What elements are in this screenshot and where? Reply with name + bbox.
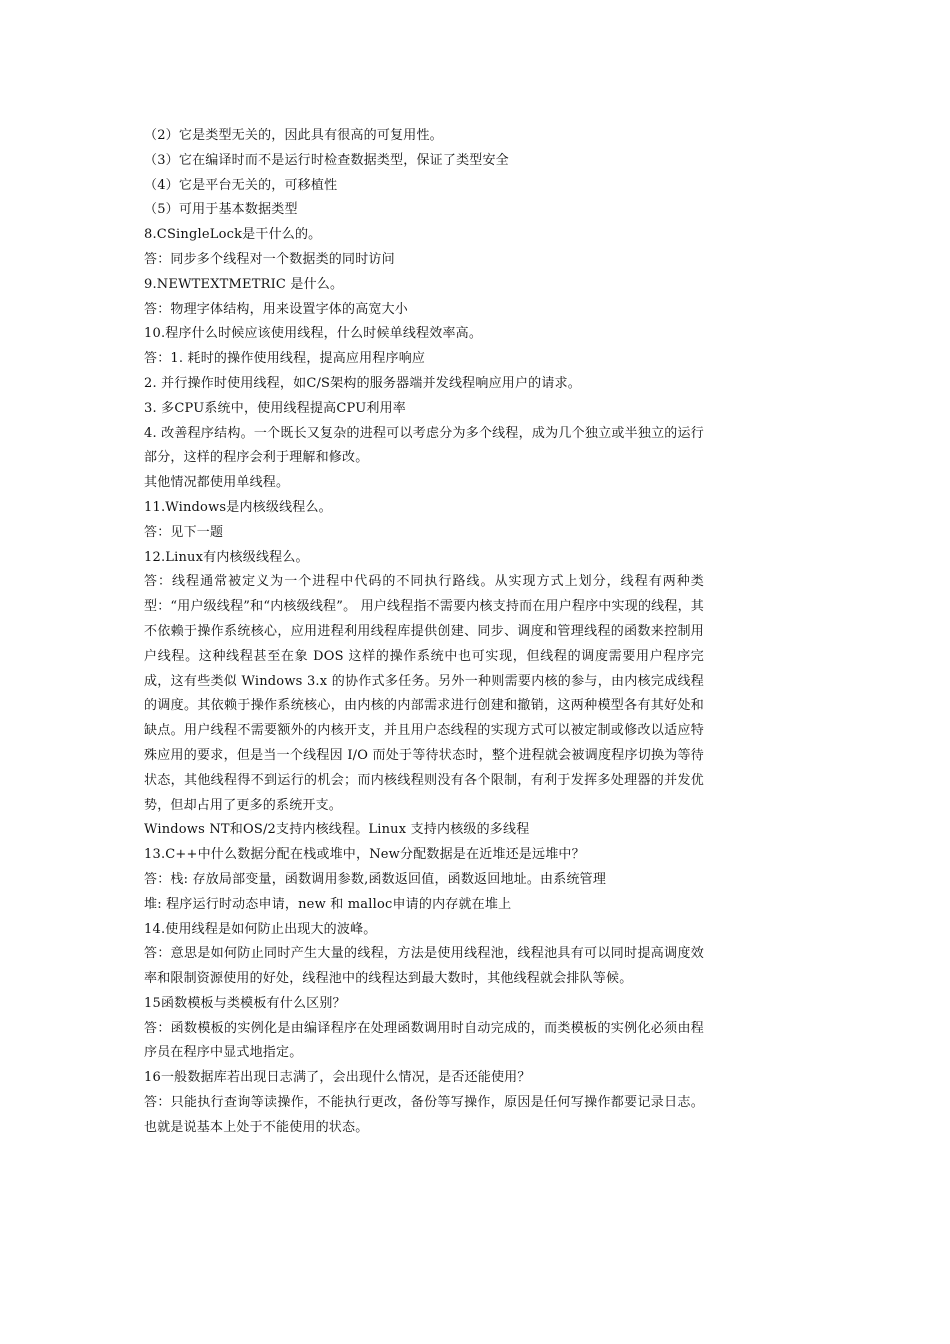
text-line-platform-independent: （4）它是平台无关的，可移植性	[144, 177, 338, 193]
question-11: 11.Windows是内核级线程么。	[144, 499, 332, 515]
answer-15: 答：函数模板的实例化是由编译程序在处理函数调用时自动完成的，而类模板的实例化必须由程序员在程序中显式地指定。	[144, 1020, 704, 1061]
question-10: 10.程序什么时候应该使用线程，什么时候单线程效率高。	[144, 326, 483, 342]
text-line-type-safety: （3）它在编译时而不是运行时检查数据类型，保证了类型安全	[144, 152, 509, 168]
question-12: 12.Linux有内核级线程么。	[144, 549, 309, 565]
question-8: 8.CSingleLock是干什么的。	[144, 227, 322, 243]
text-line-generic-reuse: （2）它是类型无关的，因此具有很高的可复用性。	[144, 128, 443, 143]
answer-10-item-4: 4. 改善程序结构。一个既长又复杂的进程可以考虑分为多个线程，成为几个独立或半独立的运行部分，这样的程序会利于理解和修改。	[144, 425, 704, 466]
question-13: 13.C++中什么数据分配在栈或堆中，New分配数据是在近堆还是远堆中？	[144, 847, 585, 863]
answer-10-item-1: 答：1. 耗时的操作使用线程，提高应用程序响应	[144, 351, 426, 367]
answer-10-item-3: 3. 多CPU系统中，使用线程提高CPU利用率	[144, 400, 406, 416]
question-16: 16一般数据库若出现日志满了，会出现什么情况，是否还能使用？	[144, 1070, 531, 1086]
document-page	[144, 124, 704, 1141]
answer-13-heap: 堆: 程序运行时动态申请，new 和 malloc申请的内存就在堆上	[144, 896, 512, 912]
question-15: 15函数模板与类模板有什么区别？	[144, 995, 346, 1011]
question-9: 9.NEWTEXTMETRIC 是什么。	[144, 276, 344, 292]
answer-10-item-2: 2. 并行操作时使用线程，如C/S架构的服务器端并发线程响应用户的请求。	[144, 375, 581, 391]
answer-11: 答：见下一题	[144, 524, 224, 540]
answer-13-stack: 答：栈: 存放局部变量，函数调用参数,函数返回值，函数返回地址。由系统管理	[144, 871, 607, 887]
answer-12-support: Windows NT和OS/2支持内核线程。Linux 支持内核级的多线程	[144, 822, 530, 838]
text-line-basic-types: （5）可用于基本数据类型	[144, 202, 298, 218]
answer-14: 答：意思是如何防止同时产生大量的线程，方法是使用线程池，线程池具有可以同时提高调度效率和限制资源使用的好处，线程池中的线程达到最大数时，其他线程就会排队等候。	[144, 946, 704, 987]
answer-9: 答：物理字体结构，用来设置字体的高宽大小	[144, 301, 409, 317]
answer-10-other: 其他情况都使用单线程。	[144, 475, 290, 491]
answer-8: 答：同步多个线程对一个数据类的同时访问	[144, 251, 395, 267]
answer-16: 答：只能执行查询等读操作，不能执行更改，备份等写操作，原因是任何写操作都要记录日志。也就是说基本上处于不能使用的状态。	[144, 1095, 704, 1135]
question-14: 14.使用线程是如何防止出现大的波峰。	[144, 921, 377, 937]
answer-12: 答：线程通常被定义为一个进程中代码的不同执行路线。从实现方式上划分，线程有两种类型：“用户级线程”和“内核级线程”。 用户线程指不需要内核支持而在用户程序中实现的线程，其不依赖于操作系统核心，应用进程利用线程库提供创建、同步、调度和管理线程的函数来控制用户线程。这种线程甚至在象 DOS 这样的操作系统中也可实现，但线程的调度需要用户程序完成，这有些类似 Windows 3.x 的协作式多任务。另外一种则需要内核的参与，由内核完成线程的调度。其依赖于操作系统核心，由内核的内部需求进行创建和撤销，这两种模型各有其好处和缺点。用户线程不需要额外的内核开支，并且用户态线程的实现方式可以被定制或修改以适应特殊应用的要求，但是当一个线程因 I/O 而处于等待状态时，整个进程就会被调度程序切换为等待状态，其他线程得不到运行的机会；而内核线程则没有各个限制，有利于发挥多处理器的并发优势，但却占用了更多的系统开支。	[144, 574, 704, 813]
